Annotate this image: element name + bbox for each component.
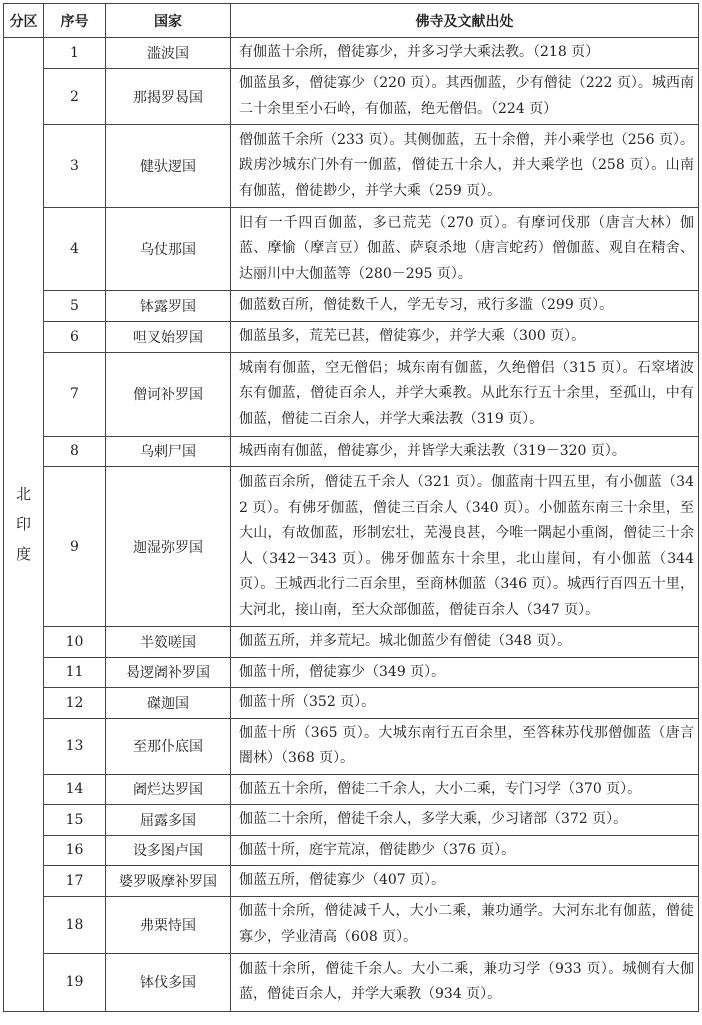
table-row [4,657,699,688]
source-text: 伽蓝百余所，僧徒五千余人（321 页）。伽蓝南十四五里，有小伽蓝（342 页）。有佛牙伽蓝，僧徒三百余人（340 页）。小伽蓝东南三十余里，至大山，有故伽蓝，形制宏壮，芜漫良甚，今唯一隅起小重阁，僧徒三十余人（342－343 页）。佛牙伽蓝东十余里，北山崖间，有小伽蓝（344 页）。王城西北行二百余里，至商林伽蓝（346 页）。城西行百四五十里，大河北，接山南，至大众部伽蓝，僧徒百余人（347 页）。 [231,467,699,627]
row-number: 17 [44,866,106,897]
row-number: 19 [44,953,106,1011]
table-row [4,467,699,627]
row-number: 11 [44,657,106,688]
country-name: 钵伐多国 [106,953,231,1011]
source-text: 伽蓝五所，僧徒寡少（407 页）。 [231,866,699,897]
table-row [4,688,699,719]
table-row [4,866,699,897]
country-name: 滥波国 [106,38,231,69]
source-text: 伽蓝十所，庭宇荒凉，僧徒尠少（376 页）。 [231,835,699,866]
source-text: 旧有一千四百伽蓝，多已荒芜（270 页）。有摩诃伐那（唐言大林）伽蓝、摩愉（摩言豆）伽蓝、萨裒杀地（唐言蛇药）僧伽蓝、观自在精舍、达丽川中大伽蓝等（280－295 页）。 [231,208,699,291]
table-row [4,291,699,322]
row-number: 13 [44,718,106,774]
country-name: 设多图卢国 [106,835,231,866]
source-text: 城南有伽蓝，空无僧侣；城东南有伽蓝，久绝僧侣（315 页）。石窣堵波东有伽蓝，僧徒百余人，并学大乘教。从此东行五十余里，至孤山，中有伽蓝，僧徒二百余人，并学大乘法教（319 页）。 [231,352,699,436]
row-number: 18 [44,896,106,953]
header-country: 国家 [106,4,231,38]
country-name: 婆罗吸摩补罗国 [106,866,231,897]
source-text: 有伽蓝十余所，僧徒寡少，并多习学大乘法教。（218 页） [231,38,699,69]
table-row [4,208,699,291]
country-name: 钵露罗国 [106,291,231,322]
table-row [4,774,699,805]
source-text: 伽蓝十余所，僧徒减千人，大小二乘，兼功通学。大河东北有伽蓝，僧徒寡少，学业清高（608 页）。 [231,896,699,953]
table-row [4,805,699,836]
region-label: 北印度 [15,485,31,564]
row-number: 1 [44,38,106,69]
source-text: 伽蓝十余所，僧徒千余人。大小二乘，兼功习学（933 页）。城侧有大伽蓝，僧徒百余人，并学大乘教（934 页）。 [231,953,699,1011]
country-name: 迦湿弥罗国 [106,467,231,627]
table-row [4,953,699,1011]
source-text: 伽蓝五所，并多荒圮。城北伽蓝少有僧徒（348 页）。 [231,627,699,658]
table-row [4,322,699,353]
country-name: 乌仗那国 [106,208,231,291]
table-body [4,38,699,1012]
table-row [4,125,699,208]
source-text: 伽蓝十所（352 页）。 [231,688,699,719]
header-region: 分区 [4,4,44,38]
country-name: 屈露多国 [106,805,231,836]
source-text: 伽蓝五十余所，僧徒二千余人，大小二乘，专门习学（370 页）。 [231,774,699,805]
country-name: 乌剌尸国 [106,436,231,467]
table-row [4,38,699,69]
temple-table [3,3,699,1012]
country-name: 阇烂达罗国 [106,774,231,805]
table-row [4,69,699,125]
source-text: 伽蓝十所（365 页）。大城东南行五百余里，至答秣苏伐那僧伽蓝（唐言闇林）（368 页）。 [231,718,699,774]
row-number: 7 [44,352,106,436]
row-number: 5 [44,291,106,322]
country-name: 健驮逻国 [106,125,231,208]
region-cell [4,38,44,1012]
country-name: 磔迦国 [106,688,231,719]
country-name: 那揭罗曷国 [106,69,231,125]
header-number: 序号 [44,4,106,38]
row-number: 12 [44,688,106,719]
source-text: 伽蓝虽多，僧徒寡少（220 页）。其西伽蓝，少有僧徒（222 页）。城西南二十余里至小石岭，有伽蓝，绝无僧侣。（224 页） [231,69,699,125]
table-row [4,436,699,467]
header-row [4,4,699,38]
row-number: 2 [44,69,106,125]
table-row [4,835,699,866]
table-row [4,896,699,953]
row-number: 15 [44,805,106,836]
country-name: 曷逻阇补罗国 [106,657,231,688]
table-row [4,352,699,436]
country-name: 僧诃补罗国 [106,352,231,436]
row-number: 6 [44,322,106,353]
country-name: 呾叉始罗国 [106,322,231,353]
country-name: 半笯嗟国 [106,627,231,658]
row-number: 8 [44,436,106,467]
row-number: 14 [44,774,106,805]
source-text: 伽蓝十所，僧徒寡少（349 页）。 [231,657,699,688]
source-text: 城西南有伽蓝，僧徒寡少，并皆学大乘法教（319－320 页）。 [231,436,699,467]
country-name: 至那仆底国 [106,718,231,774]
table-row [4,627,699,658]
row-number: 4 [44,208,106,291]
row-number: 3 [44,125,106,208]
source-text: 伽蓝二十余所，僧徒千余人，多学大乘，少习诸部（372 页）。 [231,805,699,836]
country-name: 弗栗恃国 [106,896,231,953]
table-row [4,718,699,774]
header-source: 佛寺及文献出处 [231,4,699,38]
source-text: 伽蓝虽多，荒芜已甚，僧徒寡少，并学大乘（300 页）。 [231,322,699,353]
row-number: 10 [44,627,106,658]
source-text: 僧伽蓝千余所（233 页）。其侧伽蓝，五十余僧，并小乘学也（256 页）。跋虏沙城东门外有一伽蓝，僧徒五十余人，并大乘学也（258 页）。山南有伽蓝，僧徒尠少，并学大乘（259 页）。 [231,125,699,208]
source-text: 伽蓝数百所，僧徒数千人，学无专习，戒行多滥（299 页）。 [231,291,699,322]
row-number: 9 [44,467,106,627]
row-number: 16 [44,835,106,866]
